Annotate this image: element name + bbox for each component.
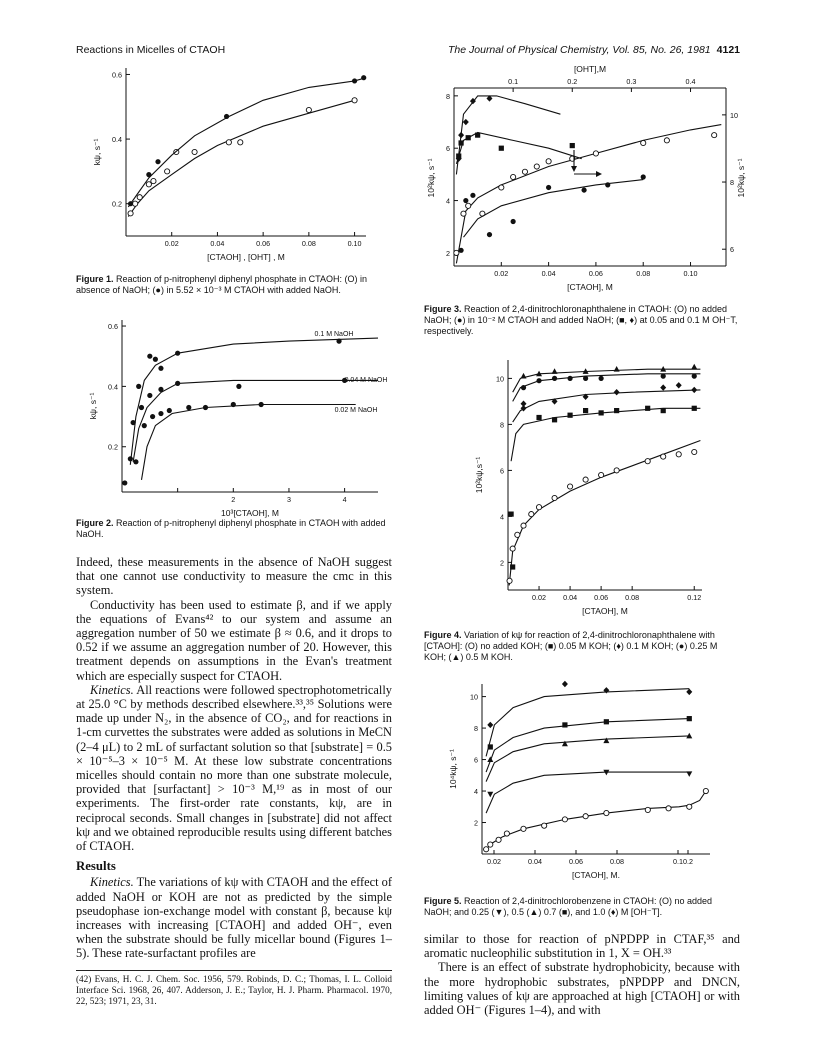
data-point-open-circle xyxy=(488,842,493,847)
data-point-open-circle xyxy=(552,495,557,500)
figure-5-chart xyxy=(448,680,722,890)
x-tick-label: 0.04 xyxy=(210,239,225,248)
data-point-filled-square xyxy=(475,133,480,138)
run-in-head: Kinetics. xyxy=(90,682,134,697)
x-tick-label: 0.08 xyxy=(610,857,624,866)
x-tick-label: 0.02 xyxy=(494,269,509,278)
y-tick-label: 2 xyxy=(500,558,504,568)
fit-curve xyxy=(456,125,721,264)
data-point-filled-circle xyxy=(147,354,152,359)
data-point-open-circle xyxy=(515,532,520,537)
data-point-filled-circle xyxy=(567,376,572,381)
data-point-filled-circle xyxy=(203,405,208,410)
body-text-right xyxy=(424,932,740,1017)
caption-text: Reaction of 2,4-dinitrochloronaphthalene in CTAOH: (O) no added NaOH; (●) in 10⁻² M CTAOH and added NaOH; (■, ♦) at 0.05 and 0.1 M OH⁻T, respectively. xyxy=(424,304,738,336)
data-point-open-circle xyxy=(664,138,669,143)
y-tick-label: 0.4 xyxy=(108,382,118,392)
x-tick-label: 0.1 xyxy=(673,857,683,866)
fit-curve xyxy=(142,405,356,480)
figure-5-caption xyxy=(424,896,740,918)
journal-citation: The Journal of Physical Chemistry, Vol. 85, No. 26, 1981 xyxy=(448,44,711,56)
data-point-filled-diamond xyxy=(691,387,697,393)
caption-label: Figure 4. xyxy=(424,630,462,640)
y-tick-label: 2 xyxy=(474,818,478,828)
fit-curve xyxy=(486,719,689,773)
data-point-open-circle xyxy=(137,195,142,200)
fit-curve xyxy=(130,338,378,465)
y-tick-label: 0.6 xyxy=(112,70,122,80)
body-text-left xyxy=(76,555,392,961)
paragraph-text: The variations of kψ with CTAOH and the effect of added NaOH or KOH are not as predicted by the simple pseudophase ion-exchange model with constant β, because kψ increases with increasing [CTAOH] and added OH⁻, even when the substrate should be fully micellar bound (Figures 1–5). These rate-surfactant profiles are xyxy=(76,875,393,961)
caption-label: Figure 1. xyxy=(76,274,114,284)
y-tick-label: 4 xyxy=(446,196,450,206)
data-point-open-circle xyxy=(504,831,509,836)
data-point-filled-circle xyxy=(133,459,138,464)
data-point-filled-triangle xyxy=(552,368,558,374)
data-point-filled-square xyxy=(614,408,619,413)
y-axis-label: 10²kψ,s⁻¹ xyxy=(474,456,484,494)
fit-curve xyxy=(464,180,644,238)
data-point-open-circle xyxy=(583,477,588,482)
data-point-filled-diamond xyxy=(562,681,568,687)
fit-curve xyxy=(486,772,689,813)
left-y-axis-label: 10²kψ, s⁻¹ xyxy=(426,158,436,198)
y-tick-label: 10 xyxy=(496,374,504,384)
paragraph xyxy=(76,683,392,853)
figure-1-caption xyxy=(76,274,386,296)
x-tick-label: 0.06 xyxy=(594,593,609,602)
data-point-open-circle xyxy=(542,823,547,828)
data-point-filled-circle xyxy=(128,456,133,461)
data-point-filled-circle xyxy=(136,384,141,389)
paragraph: Conductivity has been used to estimate β, and if we apply the equations of Evans⁴² to our system and assume an aggregation number of 50 we estimate β ≈ 0.6, and it drops to 0.52 if we assume an aggregation number of 20. However, this treatment depends on assumptions in the Evan's treatment which are especially suspect for CTAOH. xyxy=(76,597,392,683)
x-tick-label: 0.08 xyxy=(301,239,316,248)
figure-2-caption xyxy=(76,518,386,540)
data-point-filled-circle xyxy=(167,408,172,413)
arrow-head xyxy=(596,171,602,177)
data-point-filled-circle xyxy=(142,423,147,428)
data-point-filled-diamond xyxy=(660,384,666,390)
data-point-filled-circle xyxy=(605,182,610,187)
y-tick-label: 0.4 xyxy=(112,135,122,145)
fit-curve xyxy=(486,736,689,782)
data-point-filled-triangle xyxy=(521,373,527,379)
data-point-filled-circle xyxy=(536,378,541,383)
data-point-filled-square xyxy=(599,410,604,415)
data-point-filled-circle xyxy=(581,187,586,192)
data-point-filled-diamond xyxy=(521,401,527,407)
data-point-open-circle xyxy=(703,788,708,793)
section-heading: Results xyxy=(76,859,116,874)
data-point-open-circle xyxy=(496,837,501,842)
data-point-open-circle xyxy=(484,847,489,852)
x-tick-label: 0.04 xyxy=(563,593,578,602)
data-point-filled-circle xyxy=(147,393,152,398)
y-tick-label: 4 xyxy=(474,787,478,797)
data-point-filled-circle xyxy=(487,232,492,237)
data-point-filled-square xyxy=(552,417,557,422)
data-point-open-circle xyxy=(461,211,466,216)
data-point-filled-triangle xyxy=(603,737,609,743)
data-point-filled-triangle xyxy=(691,364,697,370)
data-point-open-circle xyxy=(676,452,681,457)
x-tick-label: 0.04 xyxy=(541,269,556,278)
caption-label: Figure 3. xyxy=(424,304,462,314)
data-point-filled-circle xyxy=(122,480,127,485)
data-point-filled-circle xyxy=(552,376,557,381)
data-point-filled-circle xyxy=(236,384,241,389)
y-tick-label: 4 xyxy=(500,512,504,522)
data-point-filled-circle xyxy=(352,78,357,83)
data-point-filled-circle xyxy=(511,219,516,224)
arrow-head xyxy=(571,166,577,172)
data-point-filled-circle xyxy=(131,420,136,425)
data-point-open-circle xyxy=(521,826,526,831)
data-point-open-circle xyxy=(499,185,504,190)
data-point-filled-triangle xyxy=(562,741,568,747)
x-tick-label: 0.2 xyxy=(683,857,693,866)
x-axis-label: [CTAOH], M. xyxy=(571,870,621,880)
x-tick-label: 0.10 xyxy=(347,239,362,248)
data-point-open-circle xyxy=(151,178,156,183)
data-point-filled-circle xyxy=(158,387,163,392)
data-point-filled-diamond xyxy=(487,722,493,728)
data-point-filled-square xyxy=(567,413,572,418)
series-annotation-0-04-m-naoh: 0.04 M NaOH xyxy=(344,377,388,384)
data-point-filled-circle xyxy=(336,339,341,344)
data-point-filled-circle xyxy=(158,366,163,371)
x-tick-label: 0.02 xyxy=(532,593,547,602)
caption-text: Reaction of p-nitrophenyl diphenyl phosphate in CTAOH: (O) in absence of NaOH; (●) in 5.52 × 10⁻³ M CTAOH with added NaOH. xyxy=(76,274,367,295)
data-point-open-circle xyxy=(146,182,151,187)
data-point-filled-square xyxy=(570,143,575,148)
x-tick-label: 0.08 xyxy=(636,269,651,278)
data-point-filled-square xyxy=(583,408,588,413)
data-point-filled-square xyxy=(510,564,515,569)
x-tick-label: 4 xyxy=(342,495,347,504)
paragraph-text: All reactions were followed spectrophotometrically at 25.0 °C by methods described elsewhere.³³,³⁵ Solutions were made up under N₂, in the absence of CO₂, and for reactions in 1-cm curvettes the substrates were added as solutions in MeCN (2–4 μL) to 2 mL of surfactant solution so that [substrate] = 0.5 × 10⁻⁵–3 × 10⁻⁵ M. At these low substrate concentrations micelles should contain no more than one substrate molecule, provided that [surfactant] > 10⁻³ M,¹⁹ as in most of our experiments. The first-order rate constants, kψ, are in reciprocal seconds. Small changes in [substrate] did not affect kψ and we obtained reproducible results using different batches of CTAOH. xyxy=(76,682,392,854)
top-x-tick-label: 0.1 xyxy=(508,77,519,86)
data-point-open-circle xyxy=(128,211,133,216)
x-tick-label: 0.06 xyxy=(569,857,583,866)
data-point-open-circle xyxy=(593,151,598,156)
x-tick-label: 0.04 xyxy=(528,857,542,866)
data-point-filled-triangle xyxy=(614,366,620,372)
x-axis-label: [CTAOH], M xyxy=(567,282,613,292)
running-head-left: Reactions in Micelles of CTAOH xyxy=(76,44,226,56)
data-point-open-circle xyxy=(454,250,459,255)
data-point-filled-circle xyxy=(139,405,144,410)
x-tick-label: 0.08 xyxy=(625,593,640,602)
data-point-filled-circle xyxy=(546,185,551,190)
data-point-filled-circle xyxy=(470,193,475,198)
x-tick-label: 0.12 xyxy=(687,593,702,602)
y-axis-label: kψ, s⁻¹ xyxy=(92,138,102,166)
data-point-open-circle xyxy=(536,505,541,510)
data-point-filled-diamond xyxy=(463,119,469,125)
data-point-open-circle xyxy=(567,484,572,489)
x-tick-label: 3 xyxy=(286,495,291,504)
y-axis-label: kψ, s⁻¹ xyxy=(88,392,98,420)
data-point-open-circle xyxy=(226,140,231,145)
data-point-filled-circle xyxy=(692,374,697,379)
data-point-filled-circle xyxy=(231,402,236,407)
right-y-tick-label: 6 xyxy=(730,245,734,255)
data-point-open-circle xyxy=(661,454,666,459)
data-point-open-circle xyxy=(583,814,588,819)
data-point-filled-square xyxy=(692,406,697,411)
figure-4-chart xyxy=(470,356,710,628)
data-point-filled-circle xyxy=(224,114,229,119)
figure-3-caption xyxy=(424,304,740,337)
x-tick-label: 2 xyxy=(231,495,236,504)
y-tick-label: 6 xyxy=(446,144,450,154)
caption-text: Reaction of p-nitrophenyl diphenyl phosphate in CTAOH with added NaOH. xyxy=(76,518,386,539)
paragraph xyxy=(76,875,392,960)
top-axis-label: [OHT],M xyxy=(573,64,607,74)
data-point-filled-square xyxy=(458,140,463,145)
top-x-tick-label: 0.3 xyxy=(626,77,637,86)
right-y-axis-label: 10²kψ, s⁻¹ xyxy=(736,158,746,198)
fit-curve xyxy=(509,441,700,586)
x-tick-label: 0.02 xyxy=(487,857,501,866)
data-point-open-circle xyxy=(511,174,516,179)
data-point-filled-diamond xyxy=(686,689,692,695)
right-y-tick-label: 8 xyxy=(730,178,734,188)
data-point-filled-square xyxy=(466,135,471,140)
y-tick-label: 0.6 xyxy=(108,322,118,332)
data-point-filled-diamond xyxy=(614,389,620,395)
data-point-open-circle xyxy=(521,523,526,528)
data-point-filled-circle xyxy=(175,351,180,356)
data-point-filled-square xyxy=(499,146,504,151)
data-point-filled-circle xyxy=(361,75,366,80)
data-point-filled-square xyxy=(536,415,541,420)
right-y-tick-label: 10 xyxy=(730,110,738,120)
data-point-open-circle xyxy=(599,472,604,477)
data-point-filled-square xyxy=(562,722,567,727)
y-axis-label: 10⁴kψ, s⁻¹ xyxy=(448,749,458,789)
data-point-filled-square xyxy=(661,408,666,413)
data-point-filled-circle xyxy=(146,172,151,177)
data-point-open-circle xyxy=(604,810,609,815)
x-tick-label: 0.10 xyxy=(683,269,698,278)
data-point-filled-circle xyxy=(186,405,191,410)
data-point-open-circle xyxy=(192,149,197,154)
data-point-open-circle xyxy=(133,201,138,206)
data-point-filled-diamond xyxy=(458,132,464,138)
data-point-open-circle xyxy=(534,164,539,169)
data-point-filled-square xyxy=(509,512,514,517)
data-point-open-circle xyxy=(666,806,671,811)
data-point-open-circle xyxy=(529,512,534,517)
x-tick-label: 0.06 xyxy=(588,269,603,278)
data-point-filled-circle xyxy=(521,385,526,390)
paragraph: similar to those for reaction of pNPDPP in CTAF,³⁵ and aromatic nucleophilic substitution in 1, X = OH.³³ xyxy=(424,932,740,961)
page-number: 4121 xyxy=(716,44,740,56)
data-point-filled-circle xyxy=(661,374,666,379)
x-axis-label: [CTAOH] , [OHT] , M xyxy=(207,252,285,262)
footnote: (42) Evans, H. C. J. Chem. Soc. 1956, 579. Robinds, D. C.; Thomas, I. L. Colloid Interface Sci. 1968, 26, 407. Adderson, J. E.; Taylor, H. J. Pharm. Pharmacol. 1970, 22, 523; 1971, 23, 31. xyxy=(76,970,392,1007)
y-tick-label: 8 xyxy=(474,724,478,734)
data-point-filled-circle xyxy=(128,201,133,206)
data-point-open-circle xyxy=(522,169,527,174)
running-head-right xyxy=(448,44,740,56)
figure-2-chart xyxy=(76,316,406,518)
data-point-open-circle xyxy=(507,578,512,583)
series-annotation-0-02-m-naoh: 0.02 M NaOH xyxy=(334,407,378,414)
fit-curve xyxy=(486,689,689,757)
y-tick-label: 8 xyxy=(500,420,504,430)
y-tick-label: 0.2 xyxy=(108,442,118,452)
data-point-open-circle xyxy=(165,169,170,174)
series-annotation-0-1-m-naoh: 0.1 M NaOH xyxy=(314,331,354,338)
x-axis-label: 10³[CTAOH], M xyxy=(221,508,279,518)
data-point-filled-square xyxy=(645,406,650,411)
y-tick-label: 6 xyxy=(500,466,504,476)
figure-4-caption xyxy=(424,630,740,663)
caption-text: Variation of kψ for reaction of 2,4-dinitrochloronaphthalene with [CTAOH]: (O) no added KOH; (■) 0.05 M KOH; (♦) 0.1 M KOH; (●) 0.25 M KOH; (▲) 0.5 M KOH. xyxy=(424,630,718,662)
data-point-open-circle xyxy=(466,203,471,208)
fit-curve xyxy=(128,78,366,207)
data-point-filled-circle xyxy=(458,248,463,253)
y-tick-label: 2 xyxy=(446,248,450,258)
data-point-filled-triangle-down xyxy=(686,771,692,777)
data-point-open-circle xyxy=(306,107,311,112)
data-point-open-circle xyxy=(692,449,697,454)
data-point-open-circle xyxy=(645,807,650,812)
data-point-open-circle xyxy=(687,804,692,809)
fit-curve xyxy=(484,791,706,851)
y-tick-label: 8 xyxy=(446,91,450,101)
data-point-filled-circle xyxy=(583,376,588,381)
figure-1-chart xyxy=(76,62,376,272)
data-point-open-circle xyxy=(712,133,717,138)
data-point-filled-circle xyxy=(150,414,155,419)
fit-curve xyxy=(133,380,378,461)
fit-curve xyxy=(513,374,701,402)
caption-label: Figure 2. xyxy=(76,518,114,528)
data-point-filled-square xyxy=(687,716,692,721)
data-point-open-circle xyxy=(510,546,515,551)
y-tick-label: 10 xyxy=(470,692,478,702)
caption-label: Figure 5. xyxy=(424,896,462,906)
paragraph: Indeed, these measurements in the absence of NaOH suggest that one cannot use conductivity to measure the cmc in this system. xyxy=(76,555,392,598)
data-point-open-circle xyxy=(546,159,551,164)
data-point-open-circle xyxy=(614,468,619,473)
data-point-filled-triangle-down xyxy=(487,792,493,798)
data-point-filled-circle xyxy=(158,411,163,416)
x-tick-label: 0.02 xyxy=(164,239,179,248)
data-point-filled-circle xyxy=(599,376,604,381)
fit-curve xyxy=(128,100,354,216)
x-axis-label: [CTAOH], M xyxy=(582,606,628,616)
data-point-filled-circle xyxy=(259,402,264,407)
data-point-filled-circle xyxy=(153,357,158,362)
run-in-head: Kinetics. xyxy=(90,875,134,890)
data-point-filled-circle xyxy=(175,381,180,386)
data-point-open-circle xyxy=(645,459,650,464)
data-point-open-circle xyxy=(352,98,357,103)
y-tick-label: 6 xyxy=(474,755,478,765)
data-point-open-circle xyxy=(238,140,243,145)
data-point-filled-circle xyxy=(463,198,468,203)
data-point-open-circle xyxy=(562,817,567,822)
data-point-filled-circle xyxy=(641,174,646,179)
data-point-filled-circle xyxy=(155,159,160,164)
top-x-tick-label: 0.4 xyxy=(685,77,696,86)
caption-text: Reaction of 2,4-dinitrochlorobenzene in CTAOH: (O) no added NaOH; and 0.25 (▼), 0.5 (▲) 0.7 (■), and 1.0 (♦) M [OH⁻T]. xyxy=(424,896,712,917)
data-point-filled-diamond xyxy=(676,382,682,388)
data-point-filled-square xyxy=(604,719,609,724)
figure-3-chart xyxy=(424,58,744,298)
paragraph: There is an effect of substrate hydrophobicity, because with the more hydrophobic substrates, pNPDPP and DNCN, limiting values of kψ are approached at high [CTAOH] or with added OH⁻ (Figures 1–4), and with xyxy=(424,960,740,1018)
data-point-open-circle xyxy=(641,140,646,145)
y-tick-label: 0.2 xyxy=(112,199,122,209)
top-x-tick-label: 0.2 xyxy=(567,77,578,86)
x-tick-label: 0.06 xyxy=(256,239,271,248)
